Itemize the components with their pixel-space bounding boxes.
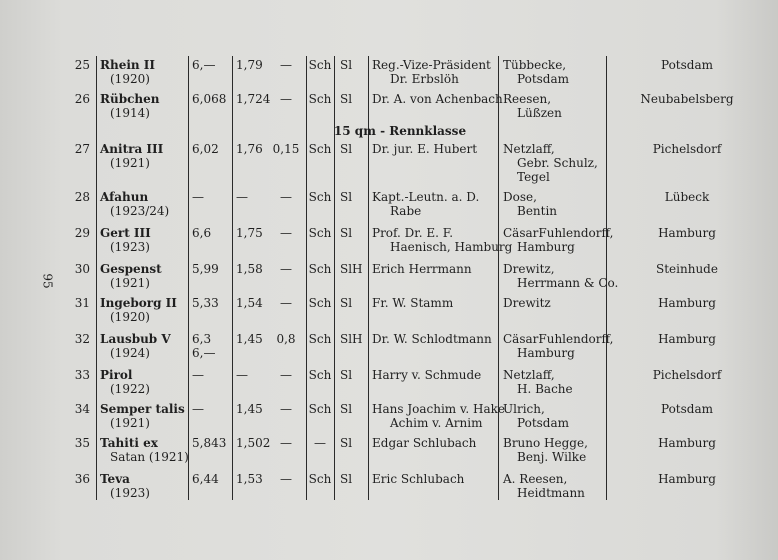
value-draft: — (280, 92, 292, 106)
value-draft: — (280, 226, 292, 240)
value-beam: 1,53 (236, 472, 263, 486)
value-length (192, 332, 230, 360)
value-type: Sch (308, 472, 332, 486)
builder-line: A. Reesen, (503, 472, 568, 486)
builder-line: Bentin (517, 204, 558, 218)
builder-line: H. Bache (517, 382, 573, 396)
value-draft: — (280, 436, 292, 450)
builder-line: Lüßzen (517, 106, 562, 120)
builder-line: Reesen, (503, 92, 552, 106)
value-draft: — (280, 368, 292, 382)
builder (503, 142, 609, 184)
builder-line: Gebr. Schulz, (517, 156, 598, 170)
value-type: Sch (308, 296, 332, 310)
home-port: Neubabelsberg (640, 92, 734, 106)
value-length (192, 436, 230, 450)
owner (372, 436, 500, 450)
owner-line: Kapt.-Leutn. a. D. (372, 190, 480, 204)
yacht-name-line: Lausbub V (100, 332, 171, 346)
column-rule (306, 56, 307, 500)
yacht-year: (1924) (110, 346, 150, 360)
value-rig: Sl (340, 58, 353, 72)
value-type: Sch (308, 190, 332, 204)
yacht-name-line: Gespenst (100, 262, 162, 276)
yacht-name (100, 402, 186, 430)
row-number: 28 (74, 190, 90, 204)
builder (503, 332, 614, 360)
owner-line: Dr. W. Schlodtmann (372, 332, 492, 346)
value-length (192, 92, 230, 106)
value-type: Sch (308, 368, 332, 382)
builder-line: Potsdam (517, 72, 570, 86)
value-length (192, 226, 230, 240)
value-draft: — (280, 296, 292, 310)
builder-line: Benj. Wilke (517, 450, 587, 464)
owner (372, 142, 500, 156)
owner (372, 262, 500, 276)
home-port: Potsdam (660, 58, 713, 72)
value-line: 6,— (192, 58, 216, 72)
owner-line: Achim v. Arnim (390, 416, 483, 430)
value-line: 6,44 (192, 472, 219, 486)
owner-line: Harry v. Schmude (372, 368, 482, 382)
owner-line: Hans Joachim v. Hake (372, 402, 505, 416)
yacht-year: (1921) (110, 276, 150, 290)
owner (372, 58, 500, 86)
builder (503, 190, 609, 218)
builder-line: Ulrich, (503, 402, 545, 416)
yacht-year: (1920) (110, 310, 150, 324)
value-line: 6,02 (192, 142, 219, 156)
value-draft: — (280, 190, 292, 204)
builder-line: Herrmann & Co. (517, 276, 619, 290)
owner-line: Dr. Erbslöh (390, 72, 459, 86)
value-line: — (192, 190, 204, 204)
column-rule (498, 56, 499, 500)
value-rig: Sl (340, 190, 353, 204)
yacht-name (100, 92, 186, 120)
owner-line: Edgar Schlubach (372, 436, 477, 450)
yacht-year: (1914) (110, 106, 150, 120)
value-length (192, 472, 230, 486)
value-rig: Sl (340, 402, 353, 416)
yacht-name (100, 332, 186, 360)
builder (503, 368, 609, 396)
owner-line: Rabe (390, 204, 422, 218)
builder (503, 226, 614, 254)
home-port: Hamburg (658, 472, 716, 486)
column-rule (188, 56, 189, 500)
yacht-name-line: Pirol (100, 368, 133, 382)
value-line: 6,3 (192, 332, 212, 346)
value-beam: — (236, 368, 248, 382)
value-rig: Sl (340, 92, 353, 106)
builder (503, 296, 609, 310)
builder (503, 436, 609, 464)
builder-line: Drewitz, (503, 262, 555, 276)
value-beam: 1,58 (236, 262, 263, 276)
yacht-year: (1921) (110, 156, 150, 170)
owner (372, 402, 505, 430)
yacht-year: (1920) (110, 72, 150, 86)
home-port: Steinhude (656, 262, 718, 276)
yacht-name (100, 436, 189, 464)
section-heading: 15 qm - Rennklasse (333, 124, 467, 138)
builder-line: Hamburg (517, 240, 575, 254)
owner-line: Erich Herrmann (372, 262, 472, 276)
yacht-name-line: Semper talis (100, 402, 185, 416)
value-beam: 1,724 (236, 92, 271, 106)
value-line: 6,6 (192, 226, 212, 240)
builder-line: Potsdam (517, 416, 570, 430)
value-beam: 1,45 (236, 332, 263, 346)
owner (372, 472, 500, 486)
value-rig: Sl (340, 436, 353, 450)
value-beam: — (236, 190, 248, 204)
column-rule (232, 56, 233, 500)
value-type: Sch (308, 58, 332, 72)
home-port: Lübeck (664, 190, 710, 204)
row-number: 34 (74, 402, 90, 416)
home-port: Hamburg (658, 296, 716, 310)
builder-line: Netzlaff, (503, 142, 555, 156)
builder (503, 58, 609, 86)
owner (372, 296, 500, 310)
yacht-name-line: Rhein II (100, 58, 156, 72)
builder (503, 402, 609, 430)
value-type: Sch (308, 262, 332, 276)
yacht-name-line: Anitra III (100, 142, 164, 156)
yacht-year: Satan (1921) (110, 450, 189, 464)
home-port: Hamburg (658, 332, 716, 346)
value-line: 5,33 (192, 296, 219, 310)
yacht-name-line: Afahun (100, 190, 149, 204)
value-beam: 1,502 (236, 436, 271, 450)
yacht-name (100, 190, 186, 218)
value-rig: Sl (340, 368, 353, 382)
value-line: — (192, 368, 204, 382)
value-line: — (192, 402, 204, 416)
builder (503, 472, 609, 500)
owner-line: Prof. Dr. E. F. (372, 226, 454, 240)
owner (372, 226, 513, 254)
row-number: 31 (74, 296, 90, 310)
value-draft: — (280, 472, 292, 486)
builder-line: Hamburg (517, 346, 575, 360)
builder-line: Drewitz (503, 296, 551, 310)
home-port: Pichelsdorf (652, 142, 722, 156)
row-number: 26 (74, 92, 90, 106)
yacht-name-line: Rübchen (100, 92, 160, 106)
builder-line: Dose, (503, 190, 537, 204)
column-rule (334, 56, 335, 500)
value-draft: 0,15 (272, 142, 300, 156)
column-rule (368, 56, 369, 500)
owner (372, 368, 500, 382)
row-number: 35 (74, 436, 90, 450)
row-number: 30 (74, 262, 90, 276)
owner (372, 332, 500, 346)
value-draft: — (280, 262, 292, 276)
value-draft: — (280, 58, 292, 72)
builder (503, 262, 619, 290)
value-beam: 1,76 (236, 142, 263, 156)
value-length (192, 262, 230, 276)
row-number: 29 (74, 226, 90, 240)
builder-line: Tegel (517, 170, 550, 184)
owner (372, 190, 500, 218)
value-rig: SlH (340, 332, 363, 346)
value-beam: 1,75 (236, 226, 263, 240)
value-length (192, 402, 230, 416)
owner-line: Haenisch, Hamburg (390, 240, 513, 254)
row-number: 32 (74, 332, 90, 346)
value-beam: 1,79 (236, 58, 263, 72)
owner-line: Dr. A. von Achenbach (372, 92, 503, 106)
yacht-name-line: Teva (100, 472, 130, 486)
value-length (192, 190, 230, 204)
builder-line: Heidtmann (517, 486, 585, 500)
builder (503, 92, 609, 120)
builder-line: Tübbecke, (503, 58, 567, 72)
yacht-name (100, 262, 186, 290)
row-number: 33 (74, 368, 90, 382)
owner-line: Dr. jur. E. Hubert (372, 142, 478, 156)
owner-line: Reg.-Vize-Präsident (372, 58, 491, 72)
value-beam: 1,54 (236, 296, 263, 310)
value-rig: Sl (340, 142, 353, 156)
yacht-year: (1923/24) (110, 204, 170, 218)
yacht-year: (1923) (110, 240, 150, 254)
builder-line: Netzlaff, (503, 368, 555, 382)
value-type: Sch (308, 332, 332, 346)
home-port: Hamburg (658, 436, 716, 450)
owner-line: Fr. W. Stamm (372, 296, 454, 310)
page-number: 95 (40, 273, 55, 289)
value-line: 6,068 (192, 92, 227, 106)
home-port: Pichelsdorf (652, 368, 722, 382)
value-type: Sch (308, 402, 332, 416)
value-line: 5,99 (192, 262, 219, 276)
yacht-name (100, 472, 186, 500)
value-line: 5,843 (192, 436, 227, 450)
yacht-year: (1921) (110, 416, 150, 430)
yacht-name-line: Tahiti ex (100, 436, 158, 450)
value-type: Sch (308, 226, 332, 240)
value-type: — (314, 436, 326, 450)
yacht-year: (1923) (110, 486, 150, 500)
value-length (192, 142, 230, 156)
value-rig: SlH (340, 262, 363, 276)
value-type: Sch (308, 142, 332, 156)
row-number: 25 (74, 58, 90, 72)
value-draft: — (280, 402, 292, 416)
value-length (192, 58, 230, 72)
builder-line: CäsarFuhlendorff, (503, 226, 614, 240)
yacht-year: (1922) (110, 382, 150, 396)
row-number: 36 (74, 472, 90, 486)
value-length (192, 368, 230, 382)
column-rule (96, 56, 97, 500)
home-port: Potsdam (660, 402, 713, 416)
value-rig: Sl (340, 296, 353, 310)
yacht-name (100, 368, 186, 396)
value-draft: 0,8 (276, 332, 296, 346)
builder-line: Bruno Hegge, (503, 436, 588, 450)
builder-line: CäsarFuhlendorff, (503, 332, 614, 346)
row-number: 27 (74, 142, 90, 156)
yacht-name-line: Ingeborg II (100, 296, 177, 310)
owner (372, 92, 503, 106)
value-rig: Sl (340, 226, 353, 240)
home-port: Hamburg (658, 226, 716, 240)
yacht-name (100, 296, 186, 324)
value-length (192, 296, 230, 310)
yacht-name (100, 226, 186, 254)
value-rig: Sl (340, 472, 353, 486)
yacht-name (100, 142, 186, 170)
yacht-name-line: Gert III (100, 226, 151, 240)
yacht-name (100, 58, 186, 86)
owner-line: Eric Schlubach (372, 472, 465, 486)
value-line: 6,— (192, 346, 216, 360)
value-type: Sch (308, 92, 332, 106)
value-beam: 1,45 (236, 402, 263, 416)
